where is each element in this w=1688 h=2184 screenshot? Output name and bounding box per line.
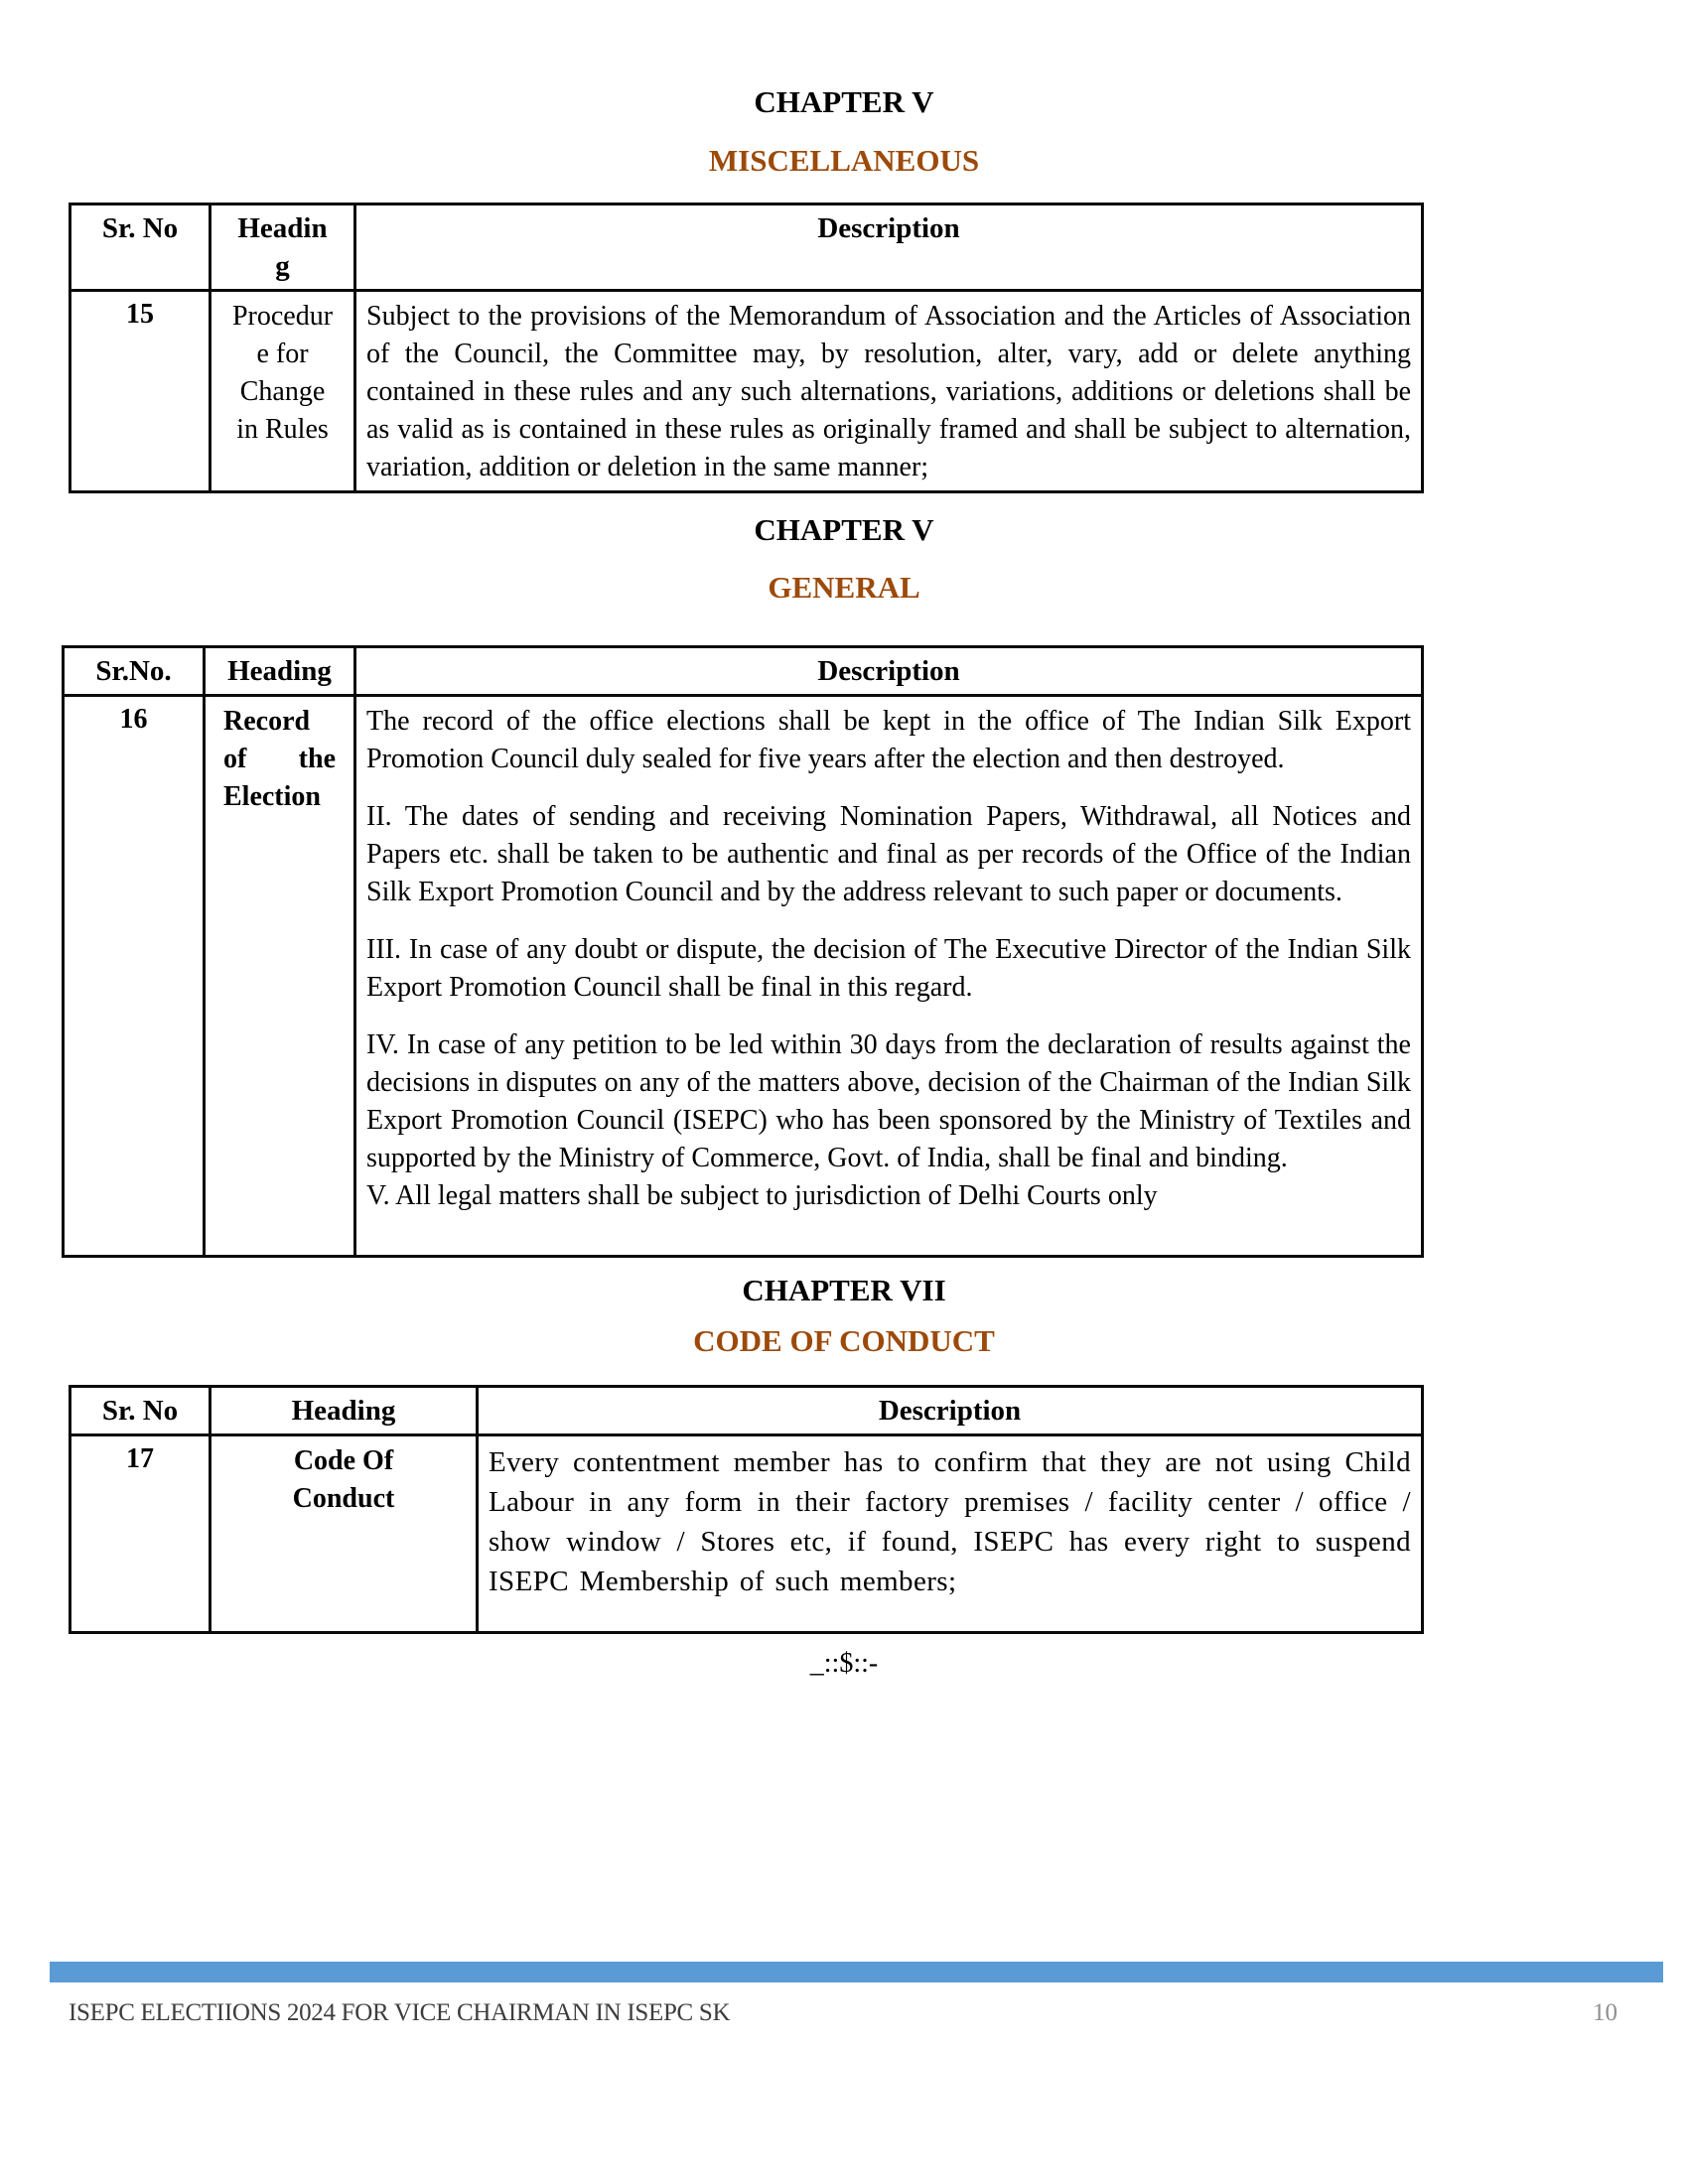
chapter-title: CHAPTER VII — [742, 1272, 946, 1307]
col-header-sr-no: Sr. No — [70, 205, 211, 291]
chapter-title: CHAPTER V — [754, 512, 934, 548]
table-header-row — [70, 205, 1423, 291]
chapter-title: CHAPTER V — [754, 84, 934, 119]
page-number: 10 — [1593, 1999, 1618, 2026]
code-of-conduct-table — [69, 1385, 1424, 1634]
document-end-mark: _::$::- — [809, 1648, 879, 1680]
row-sr-no: 15 — [70, 291, 211, 492]
description-paragraph: The record of the office elections shall be kept in the office of The Indian Silk Export Promotion Council duly sealed for five years after the election and then destroyed. — [366, 705, 1411, 774]
description-paragraph: Subject to the provisions of the Memorandum of Association and the Articles of Association of the Council, the Committee may, by resolution, alter, vary, add or delete anything contained in these rules and any such alternations, variations, additions or deletions shall be as valid as is contained in these rules as originally framed and shall be subject to alternation, variation, addition or deletion in the same manner; — [366, 301, 1411, 483]
description-paragraph: V. All legal matters shall be subject to jurisdiction of Delhi Courts only — [366, 1179, 1158, 1211]
footer-title-text: ISEPC ELECTIIONS 2024 FOR VICE CHAIRMAN IN ISEPC SK — [69, 1999, 731, 2026]
col-header-sr-no: Sr.No. — [64, 646, 205, 695]
miscellaneous-table — [69, 203, 1424, 493]
row-description — [355, 291, 1423, 492]
section-general — [0, 511, 1688, 1257]
row-heading: Procedure for Change in Rules — [211, 291, 355, 492]
footer-accent-bar — [50, 1962, 1663, 1982]
general-table — [62, 645, 1424, 1258]
row-heading: Code Of Conduct — [211, 1435, 478, 1633]
col-header-heading: Heading — [211, 1387, 478, 1435]
row-heading: Record of the Election — [205, 695, 355, 1256]
row-description — [478, 1435, 1423, 1633]
col-header-heading: Heading — [205, 646, 355, 695]
description-paragraph: III. In case of any doubt or dispute, the decision of The Executive Director of the Indian Silk Export Promotion Council shall be final in this regard. — [366, 933, 1411, 1003]
description-paragraph: IV. In case of any petition to be led within 30 days from the declaration of results against the decisions in disputes on any of the matters above, decision of the Chairman of the Indian Silk Export Promotion Council (ISEPC) who has been sponsored by the Ministry of Textiles and supported by the Ministry of Commerce, Govt. of India, shall be final and binding. — [366, 1028, 1411, 1173]
page-footer — [69, 1999, 1618, 2027]
col-header-heading: Heading — [211, 205, 355, 291]
table-header-row — [70, 1387, 1423, 1435]
row-description — [355, 695, 1423, 1256]
table-header-row — [64, 646, 1423, 695]
section-subtitle: CODE OF CONDUCT — [693, 1322, 995, 1358]
section-code-of-conduct — [0, 1272, 1688, 1634]
col-header-description: Description — [355, 205, 1423, 291]
description-paragraph: II. The dates of sending and receiving Nomination Papers, Withdrawal, all Notices and Papers etc. shall be taken to be authentic and final as per records of the Office of the Indian Silk Export Promotion Council and by the address relevant to such paper or documents. — [366, 800, 1411, 907]
table-row — [64, 695, 1423, 1256]
section-miscellaneous — [0, 83, 1688, 493]
description-paragraph: Every contentment member has to confirm that they are not using Child Labour in any form in their factory premises / facility center / office / show window / Stores etc, if found, ISEPC has every right to suspend ISEPC Membership of such members; — [489, 1446, 1411, 1598]
col-header-sr-no: Sr. No — [70, 1387, 211, 1435]
col-header-description: Description — [355, 646, 1423, 695]
section-subtitle: GENERAL — [768, 569, 920, 605]
row-sr-no: 16 — [64, 695, 205, 1256]
col-header-description: Description — [478, 1387, 1423, 1435]
table-row — [70, 1435, 1423, 1633]
row-sr-no: 17 — [70, 1435, 211, 1633]
table-row — [70, 291, 1423, 492]
section-subtitle: MISCELLANEOUS — [708, 143, 980, 179]
